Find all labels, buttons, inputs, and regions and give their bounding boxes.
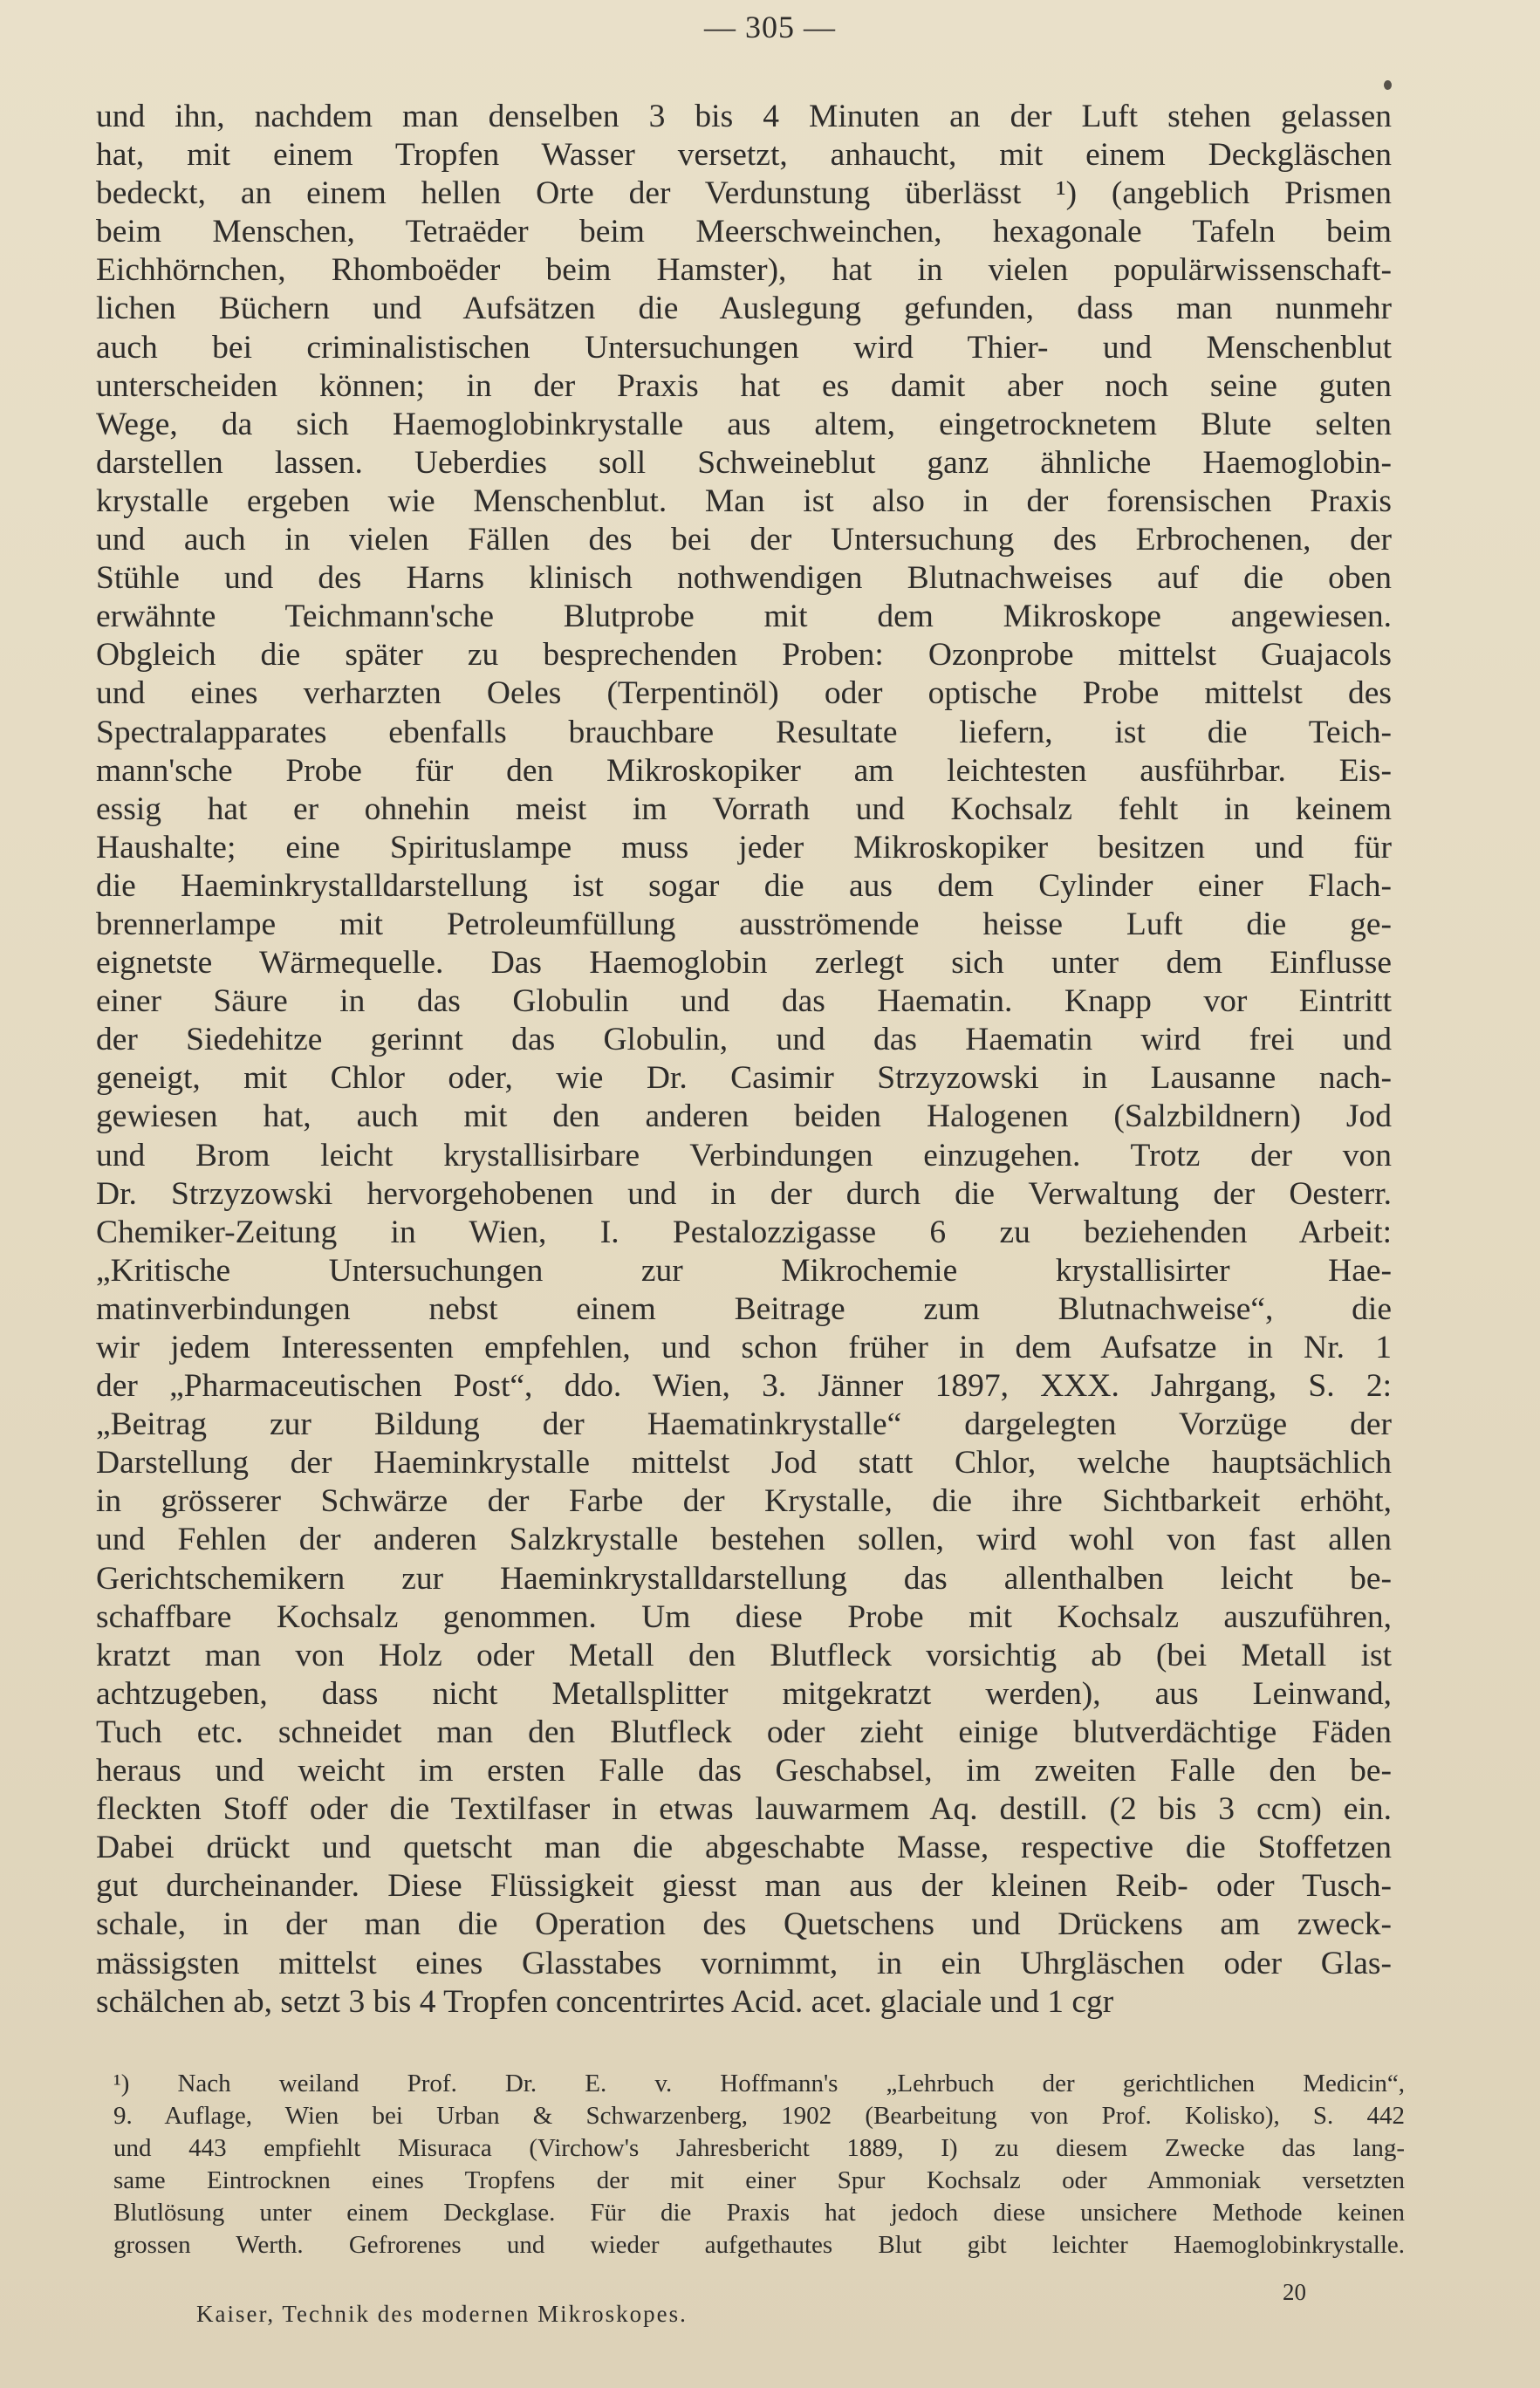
text-line: bedeckt, an einem hellen Orte der Verdunstung überlässt ¹) (angeblich Prismen: [96, 175, 1392, 212]
sheet-number: 20: [1283, 2279, 1306, 2305]
text-line: lichen Büchern und Aufsätzen die Auslegung gefunden, dass man nunmehr: [96, 291, 1392, 327]
text-line: mann'sche Probe für den Mikroskopiker am leichtesten ausführbar. Eis-: [96, 752, 1392, 789]
text-line: Darstellung der Haeminkrystalle mittelst Jod statt Chlor, welche hauptsächlich: [96, 1445, 1392, 1481]
text-line: einer Säure in das Globulin und das Haematin. Knapp vor Eintritt: [96, 983, 1392, 1020]
footnote-line: ¹) Nach weiland Prof. Dr. E. v. Hoffmann's „Lehrbuch der gerichtlichen Medicin“,: [113, 2070, 1405, 2097]
ink-spot: [1384, 80, 1392, 90]
text-line: hat, mit einem Tropfen Wasser versetzt, anhaucht, mit einem Deckgläschen: [96, 137, 1392, 174]
text-line: und auch in vielen Fällen des bei der Untersuchung des Erbrochenen, der: [96, 522, 1392, 558]
text-line: Spectralapparates ebenfalls brauchbare Resultate liefern, ist die Teich-: [96, 714, 1392, 750]
text-line: gut durcheinander. Diese Flüssigkeit giesst man aus der kleinen Reib- oder Tusch-: [96, 1868, 1392, 1905]
text-line: „Beitrag zur Bildung der Haematinkrystalle“ dargelegten Vorzüge der: [96, 1406, 1392, 1443]
text-line: beim Menschen, Tetraëder beim Meerschweinchen, hexagonale Tafeln beim: [96, 214, 1392, 250]
text-line: und ihn, nachdem man denselben 3 bis 4 Minuten an der Luft stehen gelassen: [96, 99, 1392, 134]
text-line: und Brom leicht krystallisirbare Verbindungen einzugehen. Trotz der von: [96, 1137, 1392, 1173]
text-line: kratzt man von Holz oder Metall den Blutfleck vorsichtig ab (bei Metall ist: [96, 1637, 1392, 1673]
text-line: essig hat er ohnehin meist im Vorrath und Kochsalz fehlt in keinem: [96, 790, 1392, 827]
footnote-line: same Eintrocknen eines Tropfens der mit einer Spur Kochsalz oder Ammoniak versetzten: [113, 2166, 1405, 2194]
body-text: [96, 98, 1392, 2022]
footnotes: [113, 2068, 1405, 2261]
text-line: Stühle und des Harns klinisch nothwendigen Blutnachweises auf die oben: [96, 560, 1392, 597]
text-line: unterscheiden können; in der Praxis hat es damit aber noch seine guten: [96, 367, 1392, 404]
text-line: brennerlampe mit Petroleumfüllung ausströmende heisse Luft die ge-: [96, 906, 1392, 942]
text-line: Obgleich die später zu besprechenden Proben: Ozonprobe mittelst Guajacols: [96, 637, 1392, 674]
text-line: und eines verharzten Oeles (Terpentinöl) oder optische Probe mittelst des: [96, 675, 1392, 712]
text-line: fleckten Stoff oder die Textilfaser in etwas lauwarmem Aq. destill. (2 bis 3 ccm) ein.: [96, 1791, 1392, 1828]
text-line: eignetste Wärmequelle. Das Haemoglobin zerlegt sich unter dem Einflusse: [96, 945, 1392, 982]
text-line: Dabei drückt und quetscht man die abgeschabte Masse, respective die Stoffetzen: [96, 1830, 1392, 1866]
text-line: erwähnte Teichmann'sche Blutprobe mit dem Mikroskope angewiesen.: [96, 599, 1392, 635]
text-line: Chemiker-Zeitung in Wien, I. Pestalozzigasse 6 zu beziehenden Arbeit:: [96, 1214, 1392, 1250]
signature-line: Kaiser, Technik des modernen Mikroskopes.: [196, 2301, 688, 2327]
text-line: Haushalte; eine Spirituslampe muss jeder Mikroskopiker besitzen und für: [96, 829, 1392, 866]
text-line: in grösserer Schwärze der Farbe der Krystalle, die ihre Sichtbarkeit erhöht,: [96, 1483, 1392, 1520]
text-line: mässigsten mittelst eines Glasstabes vornimmt, in ein Uhrgläschen oder Glas-: [96, 1945, 1392, 1981]
text-line: schälchen ab, setzt 3 bis 4 Tropfen concentrirtes Acid. acet. glaciale und 1 cgr: [96, 1983, 1114, 2020]
text-line: achtzugeben, dass nicht Metallsplitter mitgekratzt werden), aus Leinwand,: [96, 1675, 1392, 1712]
text-line: krystalle ergeben wie Menschenblut. Man ist also in der forensischen Praxis: [96, 482, 1392, 519]
text-line: matinverbindungen nebst einem Beitrage zum Blutnachweise“, die: [96, 1290, 1392, 1327]
text-line: darstellen lassen. Ueberdies soll Schweineblut ganz ähnliche Haemoglobin-: [96, 444, 1392, 481]
text-line: „Kritische Untersuchungen zur Mikrochemie krystallisirter Hae-: [96, 1252, 1392, 1289]
text-line: die Haeminkrystalldarstellung ist sogar die aus dem Cylinder einer Flach-: [96, 867, 1392, 904]
text-line: Eichhörnchen, Rhomboëder beim Hamster), hat in vielen populärwissenschaft-: [96, 252, 1392, 289]
text-line: Gerichtschemikern zur Haeminkrystalldarstellung das allenthalben leicht be-: [96, 1560, 1392, 1597]
text-line: schale, in der man die Operation des Quetschens und Drückens am zweck-: [96, 1906, 1392, 1943]
footnote-line: 9. Auflage, Wien bei Urban & Schwarzenberg, 1902 (Bearbeitung von Prof. Kolisko), S. 442: [113, 2102, 1405, 2130]
text-line: der „Pharmaceutischen Post“, ddo. Wien, 3. Jänner 1897, XXX. Jahrgang, S. 2:: [96, 1368, 1392, 1405]
footnote-line: und 443 empfiehlt Misuraca (Virchow's Jahresbericht 1889, I) zu diesem Zwecke das lang-: [113, 2134, 1405, 2162]
text-line: heraus und weicht im ersten Falle das Geschabsel, im zweiten Falle den be-: [96, 1753, 1392, 1789]
text-line: schaffbare Kochsalz genommen. Um diese Probe mit Kochsalz auszuführen,: [96, 1598, 1392, 1635]
text-line: auch bei criminalistischen Untersuchungen wird Thier- und Menschenblut: [96, 329, 1392, 366]
text-line: Wege, da sich Haemoglobinkrystalle aus altem, eingetrocknetem Blute selten: [96, 406, 1392, 442]
page-number: — 305 —: [704, 10, 836, 44]
footnote-line: grossen Werth. Gefrorenes und wieder aufgethautes Blut gibt leichter Haemoglobinkrystalle.: [113, 2231, 1405, 2259]
text-line: Dr. Strzyzowski hervorgehobenen und in der durch die Verwaltung der Oesterr.: [96, 1175, 1392, 1212]
text-line: gewiesen hat, auch mit den anderen beiden Halogenen (Salzbildnern) Jod: [96, 1098, 1392, 1135]
text-line: und Fehlen der anderen Salzkrystalle bestehen sollen, wird wohl von fast allen: [96, 1522, 1392, 1558]
footnote-line: Blutlösung unter einem Deckglase. Für die Praxis hat jedoch diese unsichere Methode keinen: [113, 2199, 1405, 2227]
text-line: Tuch etc. schneidet man den Blutfleck oder zieht einige blutverdächtige Fäden: [96, 1714, 1392, 1750]
text-line: der Siedehitze gerinnt das Globulin, und das Haematin wird frei und: [96, 1022, 1392, 1058]
text-line: geneigt, mit Chlor oder, wie Dr. Casimir Strzyzowski in Lausanne nach-: [96, 1060, 1392, 1097]
text-line: wir jedem Interessenten empfehlen, und schon früher in dem Aufsatze in Nr. 1: [96, 1330, 1392, 1365]
